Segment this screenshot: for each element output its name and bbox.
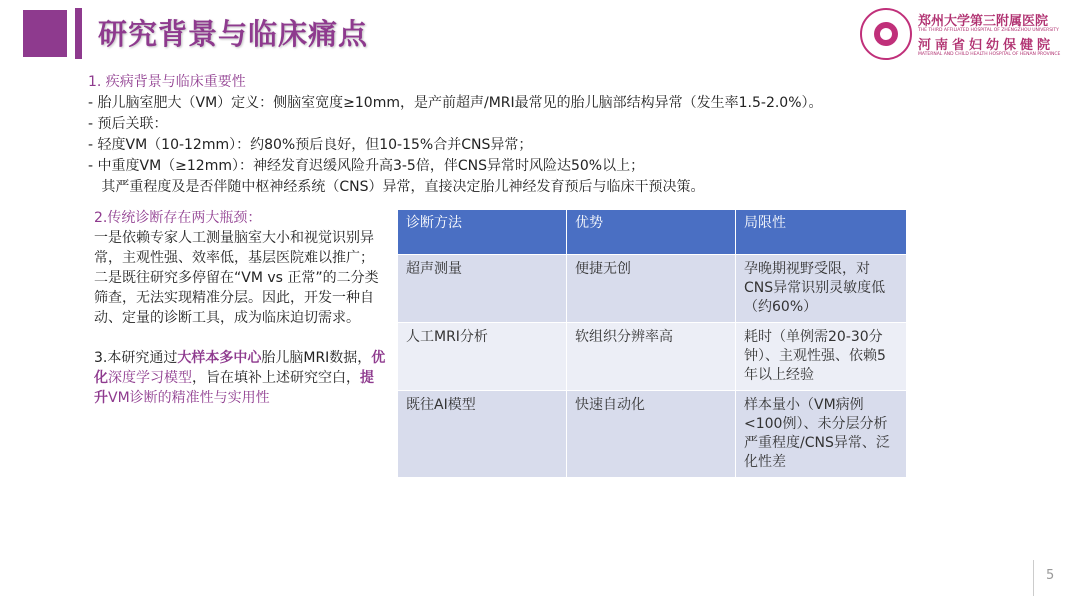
table-cell: 人工MRI分析 bbox=[398, 323, 567, 391]
section1-line: - 预后关联： bbox=[88, 116, 168, 132]
table-row bbox=[398, 323, 907, 391]
diagnosis-comparison-table bbox=[397, 209, 907, 478]
section3-text: ，旨在填补上述研究空白， bbox=[192, 370, 360, 386]
table-cell: 便捷无创 bbox=[567, 255, 736, 323]
section1-line: - 胎儿脑室肥大（VM）定义：侧脑室宽度≥10mm，是产前超声/MRI最常见的胎儿脑部结构异常（发生率1.5-2.0%）。 bbox=[88, 95, 823, 111]
section2-paragraph-1: 一是依赖专家人工测量脑室大小和视觉识别异常，主观性强、效率低，基层医院难以推广； bbox=[94, 230, 374, 266]
table-cell: 既往AI模型 bbox=[398, 391, 567, 478]
section1-heading: 1. 疾病背景与临床重要性 bbox=[88, 74, 246, 90]
section1-line: - 轻度VM（10-12mm）：约80%预后良好，但10-15%合并CNS异常； bbox=[88, 137, 533, 153]
page-number: 5 bbox=[1046, 568, 1055, 583]
section-disease-background bbox=[88, 72, 823, 198]
section3-paragraph bbox=[94, 348, 386, 408]
table-row bbox=[398, 391, 907, 478]
section2-heading: 2.传统诊断存在两大瓶颈： bbox=[94, 210, 262, 226]
table-cell: 耗时（单例需20-30分钟）、主观性强、依赖5年以上经验 bbox=[736, 323, 907, 391]
logo-name-secondary: 河南省妇幼保健院 bbox=[918, 38, 1055, 53]
table-cell: 孕晚期视野受限，对CNS异常识别灵敏度低（约60%） bbox=[736, 255, 907, 323]
hospital-emblem-icon bbox=[860, 8, 912, 60]
logo-subtitle-primary: THE THIRD AFFILIATED HOSPITAL OF ZHENGZHOU UNIVERSITY bbox=[918, 28, 1059, 33]
table-header-cell: 诊断方法 bbox=[398, 210, 567, 255]
table-header-cell: 局限性 bbox=[736, 210, 907, 255]
section1-line: 其严重程度及是否伴随中枢神经系统（CNS）异常，直接决定胎儿神经发育预后与临床干预决策。 bbox=[88, 179, 705, 195]
table-cell: 超声测量 bbox=[398, 255, 567, 323]
page-number-divider bbox=[1033, 560, 1034, 596]
table-cell: 快速自动化 bbox=[567, 391, 736, 478]
section3-text-colored: VM诊断的精准性与实用性 bbox=[108, 390, 270, 406]
section-diagnosis-bottlenecks bbox=[94, 208, 386, 408]
table-header-cell: 优势 bbox=[567, 210, 736, 255]
hospital-logo bbox=[860, 8, 1075, 60]
slide-title: 研究背景与临床痛点 bbox=[98, 17, 369, 51]
section3-highlight: 提升 bbox=[94, 370, 374, 406]
title-accent-line bbox=[75, 8, 82, 59]
section3-text: 胎儿脑MRI数据， bbox=[261, 350, 372, 366]
table-row bbox=[398, 255, 907, 323]
table-header-row bbox=[398, 210, 907, 255]
table-cell: 样本量小（VM病例<100例）、未分层分析严重程度/CNS异常、泛化性差 bbox=[736, 391, 907, 478]
section3-text-colored: 深度学习模型 bbox=[108, 370, 192, 386]
section2-paragraph-2: 二是既往研究多停留在“VM vs 正常”的二分类筛查，无法实现精准分层。因此，开发一种自动、定量的诊断工具，成为临床迫切需求。 bbox=[94, 270, 379, 326]
logo-name-primary: 郑州大学第三附属医院 bbox=[918, 14, 1049, 29]
title-accent-block bbox=[23, 10, 67, 57]
section1-line: - 中重度VM（≥12mm）：神经发育迟缓风险升高3-5倍，伴CNS异常时风险达50%以上； bbox=[88, 158, 645, 174]
section3-prefix: 3.本研究通过 bbox=[94, 350, 178, 366]
section3-highlight: 优化 bbox=[94, 350, 386, 386]
table-cell: 软组织分辨率高 bbox=[567, 323, 736, 391]
logo-subtitle-secondary: MATERNAL AND CHILD HEALTH HOSPITAL OF HENAN PROVINCE bbox=[918, 52, 1061, 57]
section3-highlight: 大样本多中心 bbox=[177, 350, 262, 366]
